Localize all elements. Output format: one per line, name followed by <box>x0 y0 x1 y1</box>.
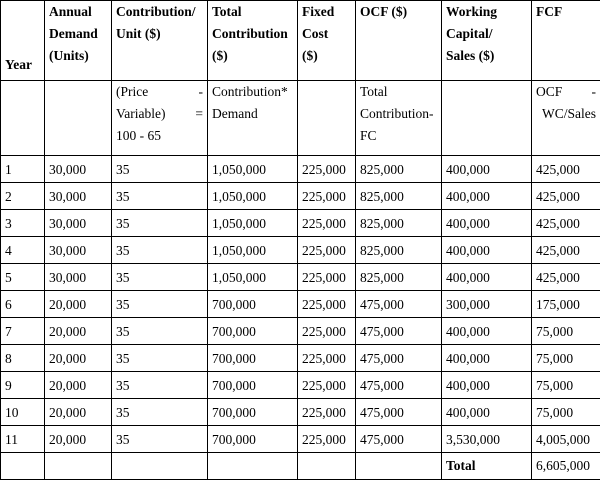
formula-fcf <box>532 81 600 156</box>
header-contribution-unit-line: Unit ($) <box>116 23 203 45</box>
cell-ocf: 475,000 <box>356 345 442 372</box>
cell-total-contribution: 1,050,000 <box>208 237 298 264</box>
formula-text: 100 - 65 <box>116 125 203 147</box>
header-ocf: OCF ($) <box>356 1 442 81</box>
table-row <box>1 156 600 183</box>
cell-demand: 20,000 <box>45 399 112 426</box>
formula-text: Total <box>360 81 437 103</box>
header-working-capital <box>442 1 532 81</box>
formula-fixed-cost <box>298 81 356 156</box>
header-annual-demand-line: Demand <box>49 23 107 45</box>
cell-ocf: 475,000 <box>356 291 442 318</box>
cell-contribution-unit: 35 <box>112 237 208 264</box>
cell-fixed-cost: 225,000 <box>298 318 356 345</box>
cell-year: 7 <box>1 318 45 345</box>
cell-total-contribution: 1,050,000 <box>208 183 298 210</box>
header-working-capital-line: Working <box>446 1 527 23</box>
cell-working-capital: 400,000 <box>442 183 532 210</box>
cell-demand: 30,000 <box>45 237 112 264</box>
cell-working-capital: 400,000 <box>442 264 532 291</box>
cell-working-capital: 300,000 <box>442 291 532 318</box>
cell-total-contribution: 700,000 <box>208 291 298 318</box>
total-row <box>1 453 600 480</box>
cell-ocf: 825,000 <box>356 237 442 264</box>
cell-working-capital: 400,000 <box>442 318 532 345</box>
header-total-contribution-line: ($) <box>212 45 293 67</box>
formula-contribution-unit <box>112 81 208 156</box>
header-working-capital-line: Capital/ <box>446 23 527 45</box>
cell-demand: 20,000 <box>45 291 112 318</box>
header-total-contribution-line: Total <box>212 1 293 23</box>
cell-fixed-cost: 225,000 <box>298 291 356 318</box>
cell-ocf: 825,000 <box>356 264 442 291</box>
cell-total-contribution: 1,050,000 <box>208 210 298 237</box>
header-fcf: FCF <box>532 1 600 81</box>
cell-ocf: 825,000 <box>356 210 442 237</box>
header-contribution-unit-line: Contribution/ <box>116 1 203 23</box>
total-empty-cell <box>1 453 45 480</box>
cell-contribution-unit: 35 <box>112 426 208 453</box>
cell-ocf: 825,000 <box>356 156 442 183</box>
cell-demand: 30,000 <box>45 210 112 237</box>
cell-year: 1 <box>1 156 45 183</box>
table-row <box>1 183 600 210</box>
cell-fcf: 75,000 <box>532 345 600 372</box>
formula-annual-demand <box>45 81 112 156</box>
cell-fcf: 4,005,000 <box>532 426 600 453</box>
cell-year: 5 <box>1 264 45 291</box>
cell-year: 11 <box>1 426 45 453</box>
header-fixed-cost-line: ($) <box>302 45 351 67</box>
cell-working-capital: 400,000 <box>442 210 532 237</box>
formula-text: Variable) <box>116 103 165 125</box>
cell-fcf: 425,000 <box>532 264 600 291</box>
total-empty-cell <box>298 453 356 480</box>
header-fixed-cost-line: Cost <box>302 23 351 45</box>
table-row <box>1 318 600 345</box>
header-fixed-cost <box>298 1 356 81</box>
cell-fixed-cost: 225,000 <box>298 426 356 453</box>
total-empty-cell <box>356 453 442 480</box>
total-empty-cell <box>45 453 112 480</box>
cell-demand: 20,000 <box>45 372 112 399</box>
formula-text: Demand <box>212 103 293 125</box>
formula-text: (Price <box>116 81 148 103</box>
cell-demand: 30,000 <box>45 183 112 210</box>
cell-total-contribution: 1,050,000 <box>208 156 298 183</box>
cell-year: 2 <box>1 183 45 210</box>
cell-contribution-unit: 35 <box>112 264 208 291</box>
formula-text: OCF <box>536 81 562 103</box>
formula-text: - <box>592 81 597 103</box>
header-annual-demand-line: (Units) <box>49 45 107 67</box>
formula-text: - <box>199 81 204 103</box>
cell-working-capital: 400,000 <box>442 237 532 264</box>
cell-working-capital: 3,530,000 <box>442 426 532 453</box>
cell-total-contribution: 700,000 <box>208 372 298 399</box>
cell-year: 8 <box>1 345 45 372</box>
cell-working-capital: 400,000 <box>442 399 532 426</box>
cell-fcf: 425,000 <box>532 156 600 183</box>
cell-ocf: 475,000 <box>356 318 442 345</box>
total-fcf: 6,605,000 <box>532 453 600 480</box>
header-row <box>1 1 600 81</box>
cell-working-capital: 400,000 <box>442 372 532 399</box>
cell-fcf: 425,000 <box>532 237 600 264</box>
header-working-capital-line: Sales ($) <box>446 45 527 67</box>
formula-total-contribution <box>208 81 298 156</box>
cell-ocf: 825,000 <box>356 183 442 210</box>
cell-fixed-cost: 225,000 <box>298 183 356 210</box>
cell-demand: 20,000 <box>45 345 112 372</box>
header-total-contribution <box>208 1 298 81</box>
cell-contribution-unit: 35 <box>112 291 208 318</box>
cell-fixed-cost: 225,000 <box>298 156 356 183</box>
table-row <box>1 291 600 318</box>
cell-fixed-cost: 225,000 <box>298 345 356 372</box>
cell-fcf: 425,000 <box>532 210 600 237</box>
cell-fixed-cost: 225,000 <box>298 237 356 264</box>
cell-contribution-unit: 35 <box>112 318 208 345</box>
cell-total-contribution: 700,000 <box>208 426 298 453</box>
total-label: Total <box>442 453 532 480</box>
cell-demand: 20,000 <box>45 426 112 453</box>
cell-contribution-unit: 35 <box>112 399 208 426</box>
table-row <box>1 237 600 264</box>
cell-demand: 30,000 <box>45 264 112 291</box>
table-row <box>1 264 600 291</box>
cell-contribution-unit: 35 <box>112 210 208 237</box>
cell-year: 10 <box>1 399 45 426</box>
cell-total-contribution: 700,000 <box>208 399 298 426</box>
table-row <box>1 372 600 399</box>
cell-demand: 30,000 <box>45 156 112 183</box>
table-row <box>1 345 600 372</box>
formula-ocf <box>356 81 442 156</box>
cell-contribution-unit: 35 <box>112 372 208 399</box>
cell-fixed-cost: 225,000 <box>298 399 356 426</box>
cell-ocf: 475,000 <box>356 372 442 399</box>
header-annual-demand-line: Annual <box>49 1 107 23</box>
cell-fcf: 75,000 <box>532 372 600 399</box>
header-annual-demand <box>45 1 112 81</box>
formula-line <box>536 81 596 103</box>
cell-year: 9 <box>1 372 45 399</box>
formula-text: FC <box>360 125 437 147</box>
formula-line <box>116 103 203 125</box>
header-fixed-cost-line: Fixed <box>302 1 351 23</box>
table-row <box>1 426 600 453</box>
cell-fcf: 75,000 <box>532 318 600 345</box>
total-empty-cell <box>208 453 298 480</box>
header-contribution-unit <box>112 1 208 81</box>
cell-year: 4 <box>1 237 45 264</box>
formula-text: = <box>195 103 203 125</box>
cell-total-contribution: 1,050,000 <box>208 264 298 291</box>
cell-fixed-cost: 225,000 <box>298 210 356 237</box>
formula-line <box>116 81 203 103</box>
cell-demand: 20,000 <box>45 318 112 345</box>
total-empty-cell <box>112 453 208 480</box>
header-total-contribution-line: Contribution <box>212 23 293 45</box>
formula-row <box>1 81 600 156</box>
cell-contribution-unit: 35 <box>112 156 208 183</box>
cell-fcf: 75,000 <box>532 399 600 426</box>
cell-working-capital: 400,000 <box>442 156 532 183</box>
cell-total-contribution: 700,000 <box>208 318 298 345</box>
cell-total-contribution: 700,000 <box>208 345 298 372</box>
formula-text: Contribution- <box>360 103 437 125</box>
formula-working-capital <box>442 81 532 156</box>
cell-fixed-cost: 225,000 <box>298 264 356 291</box>
table-row <box>1 210 600 237</box>
cell-fcf: 175,000 <box>532 291 600 318</box>
formula-text: Contribution* <box>212 81 293 103</box>
cell-ocf: 475,000 <box>356 399 442 426</box>
table-row <box>1 399 600 426</box>
formula-year <box>1 81 45 156</box>
cell-contribution-unit: 35 <box>112 183 208 210</box>
cell-ocf: 475,000 <box>356 426 442 453</box>
formula-text: WC/Sales <box>536 103 596 125</box>
cell-working-capital: 400,000 <box>442 345 532 372</box>
cell-fcf: 425,000 <box>532 183 600 210</box>
cell-fixed-cost: 225,000 <box>298 372 356 399</box>
cell-year: 3 <box>1 210 45 237</box>
cell-contribution-unit: 35 <box>112 345 208 372</box>
header-year: Year <box>1 1 45 81</box>
cell-year: 6 <box>1 291 45 318</box>
